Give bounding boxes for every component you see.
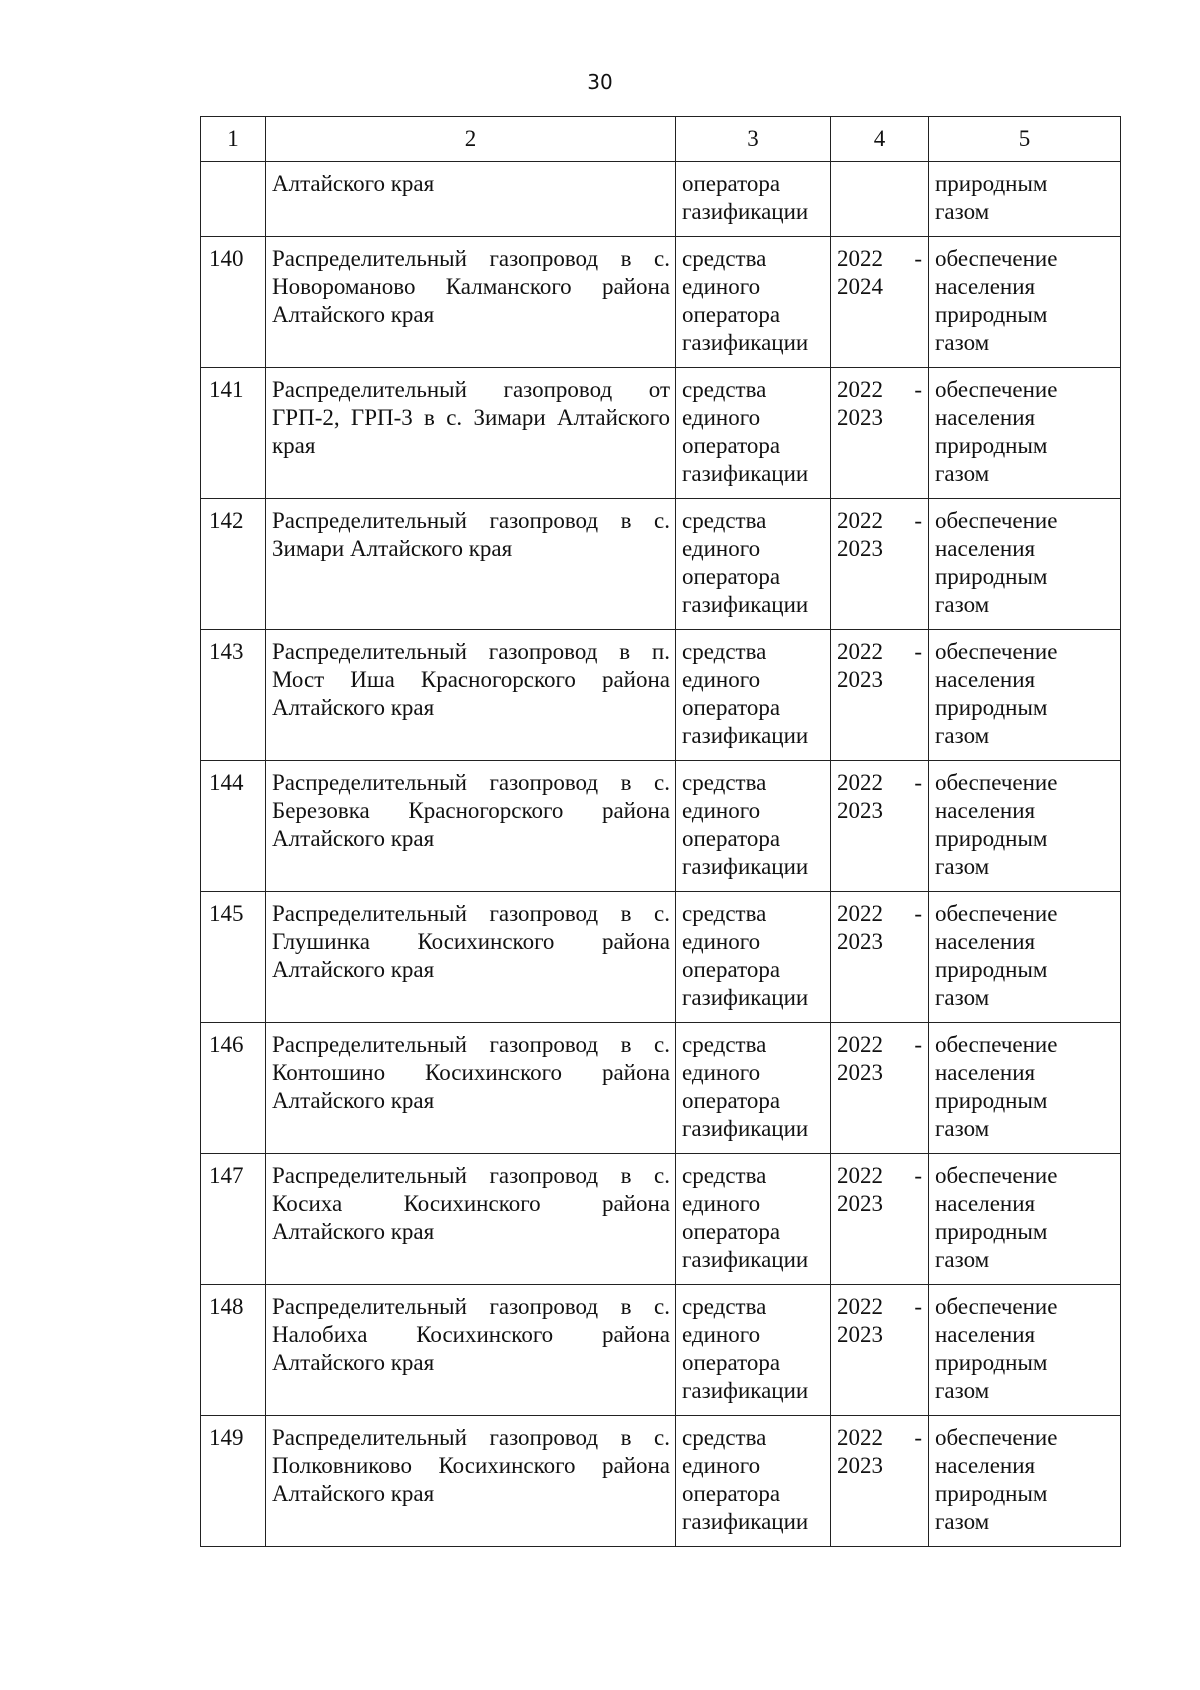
result-cell [929, 237, 1121, 368]
result-line: населения [935, 536, 1036, 561]
table-row [201, 499, 1121, 630]
object-name-cell: Распределительный газопровод в с. Березовка Красногорского района Алтайского края [266, 761, 676, 892]
result-line: населения [935, 1322, 1036, 1347]
funding-source-line: оператора [682, 826, 781, 851]
result-line: населения [935, 667, 1036, 692]
period-dash: - [914, 508, 922, 533]
funding-source-line: газификации [682, 1509, 809, 1534]
result-line: газом [935, 723, 990, 748]
period-start: 2022 [837, 377, 883, 402]
period-cell [831, 1285, 929, 1416]
period-start: 2022 [837, 1032, 883, 1057]
result-line: газом [935, 199, 990, 224]
result-line: природным [935, 1481, 1048, 1506]
object-name-cell: Распределительный газопровод от ГРП-2, ГРП-3 в с. Зимари Алтайского края [266, 368, 676, 499]
object-name-cell: Распределительный газопровод в с. Налобиха Косихинского района Алтайского края [266, 1285, 676, 1416]
funding-source-line: газификации [682, 1247, 809, 1272]
period-dash: - [914, 246, 922, 271]
funding-source-cell [676, 1154, 831, 1285]
result-cell [929, 1154, 1121, 1285]
funding-source-line: оператора [682, 1219, 781, 1244]
funding-source-line: средства [682, 770, 767, 795]
result-line: населения [935, 929, 1036, 954]
object-name-cell: Распределительный газопровод в с. Глушинка Косихинского района Алтайского края [266, 892, 676, 1023]
funding-source-line: единого [682, 798, 761, 823]
header-cell: 4 [831, 117, 929, 162]
result-line: газом [935, 1116, 990, 1141]
period-cell [831, 499, 929, 630]
period-start: 2022 [837, 508, 883, 533]
result-line: природным [935, 302, 1048, 327]
result-line: населения [935, 405, 1036, 430]
table-row [201, 1416, 1121, 1547]
period-cell [831, 237, 929, 368]
funding-source-line: газификации [682, 1378, 809, 1403]
result-cell [929, 162, 1121, 237]
result-line: обеспечение [935, 770, 1058, 795]
period-end: 2023 [837, 1060, 883, 1085]
row-number-cell [201, 162, 266, 237]
funding-source-line: газификации [682, 985, 809, 1010]
funding-source-line: газификации [682, 330, 809, 355]
funding-source-line: газификации [682, 461, 809, 486]
funding-source-line: средства [682, 1032, 767, 1057]
period-end: 2023 [837, 798, 883, 823]
table-row [201, 368, 1121, 499]
result-cell [929, 1416, 1121, 1547]
header-cell: 2 [266, 117, 676, 162]
period-end: 2023 [837, 667, 883, 692]
header-cell: 3 [676, 117, 831, 162]
funding-source-line: единого [682, 1060, 761, 1085]
period-cell [831, 892, 929, 1023]
funding-source-line: средства [682, 1163, 767, 1188]
result-cell [929, 1023, 1121, 1154]
period-start: 2022 [837, 639, 883, 664]
result-line: обеспечение [935, 1163, 1058, 1188]
period-end: 2023 [837, 1322, 883, 1347]
table-row [201, 630, 1121, 761]
funding-source-line: средства [682, 246, 767, 271]
funding-source-cell [676, 630, 831, 761]
object-name-cell: Распределительный газопровод в с. Контошино Косихинского района Алтайского края [266, 1023, 676, 1154]
funding-source-line: оператора [682, 564, 781, 589]
result-cell [929, 630, 1121, 761]
table-header-row [201, 117, 1121, 162]
funding-source-line: средства [682, 901, 767, 926]
result-line: природным [935, 564, 1048, 589]
result-line: обеспечение [935, 901, 1058, 926]
result-line: населения [935, 1453, 1036, 1478]
result-line: газом [935, 854, 990, 879]
funding-source-cell [676, 1023, 831, 1154]
funding-source-line: единого [682, 536, 761, 561]
period-dash: - [914, 770, 922, 795]
result-line: природным [935, 957, 1048, 982]
funding-source-line: оператора [682, 1088, 781, 1113]
result-line: газом [935, 592, 990, 617]
table-row [201, 761, 1121, 892]
result-line: газом [935, 330, 990, 355]
funding-source-line: средства [682, 508, 767, 533]
period-dash: - [914, 639, 922, 664]
table-row [201, 237, 1121, 368]
table-row [201, 1285, 1121, 1416]
funding-source-line: оператора [682, 171, 781, 196]
period-end: 2023 [837, 1191, 883, 1216]
funding-source-line: газификации [682, 199, 809, 224]
period-end: 2023 [837, 929, 883, 954]
period-end: 2023 [837, 536, 883, 561]
result-line: населения [935, 1191, 1036, 1216]
period-dash: - [914, 1032, 922, 1057]
funding-source-cell [676, 499, 831, 630]
result-line: природным [935, 695, 1048, 720]
result-line: природным [935, 1088, 1048, 1113]
period-dash: - [914, 1294, 922, 1319]
funding-source-cell [676, 1285, 831, 1416]
result-line: населения [935, 274, 1036, 299]
period-start: 2022 [837, 1425, 883, 1450]
table-body [201, 162, 1121, 1547]
period-end: 2023 [837, 1453, 883, 1478]
funding-source-line: средства [682, 639, 767, 664]
funding-source-line: газификации [682, 1116, 809, 1141]
funding-source-line: единого [682, 1322, 761, 1347]
result-line: обеспечение [935, 1294, 1058, 1319]
result-line: населения [935, 798, 1036, 823]
table-row [201, 1154, 1121, 1285]
result-cell [929, 368, 1121, 499]
funding-source-line: оператора [682, 695, 781, 720]
funding-source-line: газификации [682, 592, 809, 617]
object-name-cell: Распределительный газопровод в п. Мост Иша Красногорского района Алтайского края [266, 630, 676, 761]
object-name-cell: Распределительный газопровод в с. Новороманово Калманского района Алтайского края [266, 237, 676, 368]
period-dash: - [914, 377, 922, 402]
result-line: обеспечение [935, 1032, 1058, 1057]
result-line: газом [935, 1247, 990, 1272]
result-line: природным [935, 433, 1048, 458]
period-start: 2022 [837, 901, 883, 926]
funding-source-line: единого [682, 929, 761, 954]
period-cell [831, 630, 929, 761]
page-number: 30 [587, 70, 613, 94]
funding-source-line: средства [682, 377, 767, 402]
funding-source-cell [676, 237, 831, 368]
funding-source-line: единого [682, 405, 761, 430]
period-cell [831, 368, 929, 499]
table-row-continuation [201, 162, 1121, 237]
result-line: газом [935, 985, 990, 1010]
header-cell: 1 [201, 117, 266, 162]
period-start: 2022 [837, 770, 883, 795]
funding-source-line: оператора [682, 433, 781, 458]
funding-source-line: единого [682, 667, 761, 692]
funding-source-cell [676, 162, 831, 237]
funding-source-line: газификации [682, 723, 809, 748]
row-number-cell: 147 [201, 1154, 266, 1285]
result-line: газом [935, 1378, 990, 1403]
funding-source-cell [676, 368, 831, 499]
result-line: природным [935, 1350, 1048, 1375]
result-line: природным [935, 1219, 1048, 1244]
result-cell [929, 761, 1121, 892]
period-cell [831, 1416, 929, 1547]
funding-source-line: газификации [682, 854, 809, 879]
period-dash: - [914, 1425, 922, 1450]
period-cell [831, 1023, 929, 1154]
funding-source-line: средства [682, 1425, 767, 1450]
row-number-cell: 148 [201, 1285, 266, 1416]
row-number-cell: 146 [201, 1023, 266, 1154]
result-line: обеспечение [935, 377, 1058, 402]
row-number-cell: 143 [201, 630, 266, 761]
period-dash: - [914, 901, 922, 926]
period-start: 2022 [837, 1294, 883, 1319]
object-name-cell: Алтайского края [266, 162, 676, 237]
funding-source-line: средства [682, 1294, 767, 1319]
object-name-cell: Распределительный газопровод в с. Зимари Алтайского края [266, 499, 676, 630]
funding-source-cell [676, 892, 831, 1023]
result-cell [929, 1285, 1121, 1416]
period-start: 2022 [837, 246, 883, 271]
funding-source-line: единого [682, 1453, 761, 1478]
funding-source-cell [676, 1416, 831, 1547]
table-row [201, 1023, 1121, 1154]
period-dash: - [914, 1163, 922, 1188]
result-line: обеспечение [935, 246, 1058, 271]
funding-source-line: единого [682, 274, 761, 299]
period-cell [831, 162, 929, 237]
header-cell: 5 [929, 117, 1121, 162]
result-line: газом [935, 1509, 990, 1534]
period-end: 2023 [837, 405, 883, 430]
result-line: обеспечение [935, 639, 1058, 664]
result-line: газом [935, 461, 990, 486]
row-number-cell: 141 [201, 368, 266, 499]
gasification-table [200, 116, 1121, 1547]
result-cell [929, 892, 1121, 1023]
table-row [201, 892, 1121, 1023]
row-number-cell: 145 [201, 892, 266, 1023]
result-cell [929, 499, 1121, 630]
result-line: населения [935, 1060, 1036, 1085]
funding-source-line: оператора [682, 1350, 781, 1375]
row-number-cell: 144 [201, 761, 266, 892]
funding-source-line: оператора [682, 302, 781, 327]
result-line: обеспечение [935, 508, 1058, 533]
funding-source-line: единого [682, 1191, 761, 1216]
row-number-cell: 142 [201, 499, 266, 630]
result-line: природным [935, 171, 1048, 196]
period-cell [831, 1154, 929, 1285]
period-start: 2022 [837, 1163, 883, 1188]
object-name-cell: Распределительный газопровод в с. Косиха Косихинского района Алтайского края [266, 1154, 676, 1285]
row-number-cell: 140 [201, 237, 266, 368]
object-name-cell: Распределительный газопровод в с. Полковниково Косихинского района Алтайского края [266, 1416, 676, 1547]
funding-source-cell [676, 761, 831, 892]
funding-source-line: оператора [682, 1481, 781, 1506]
result-line: обеспечение [935, 1425, 1058, 1450]
period-end: 2024 [837, 274, 883, 299]
result-line: природным [935, 826, 1048, 851]
period-cell [831, 761, 929, 892]
row-number-cell: 149 [201, 1416, 266, 1547]
funding-source-line: оператора [682, 957, 781, 982]
